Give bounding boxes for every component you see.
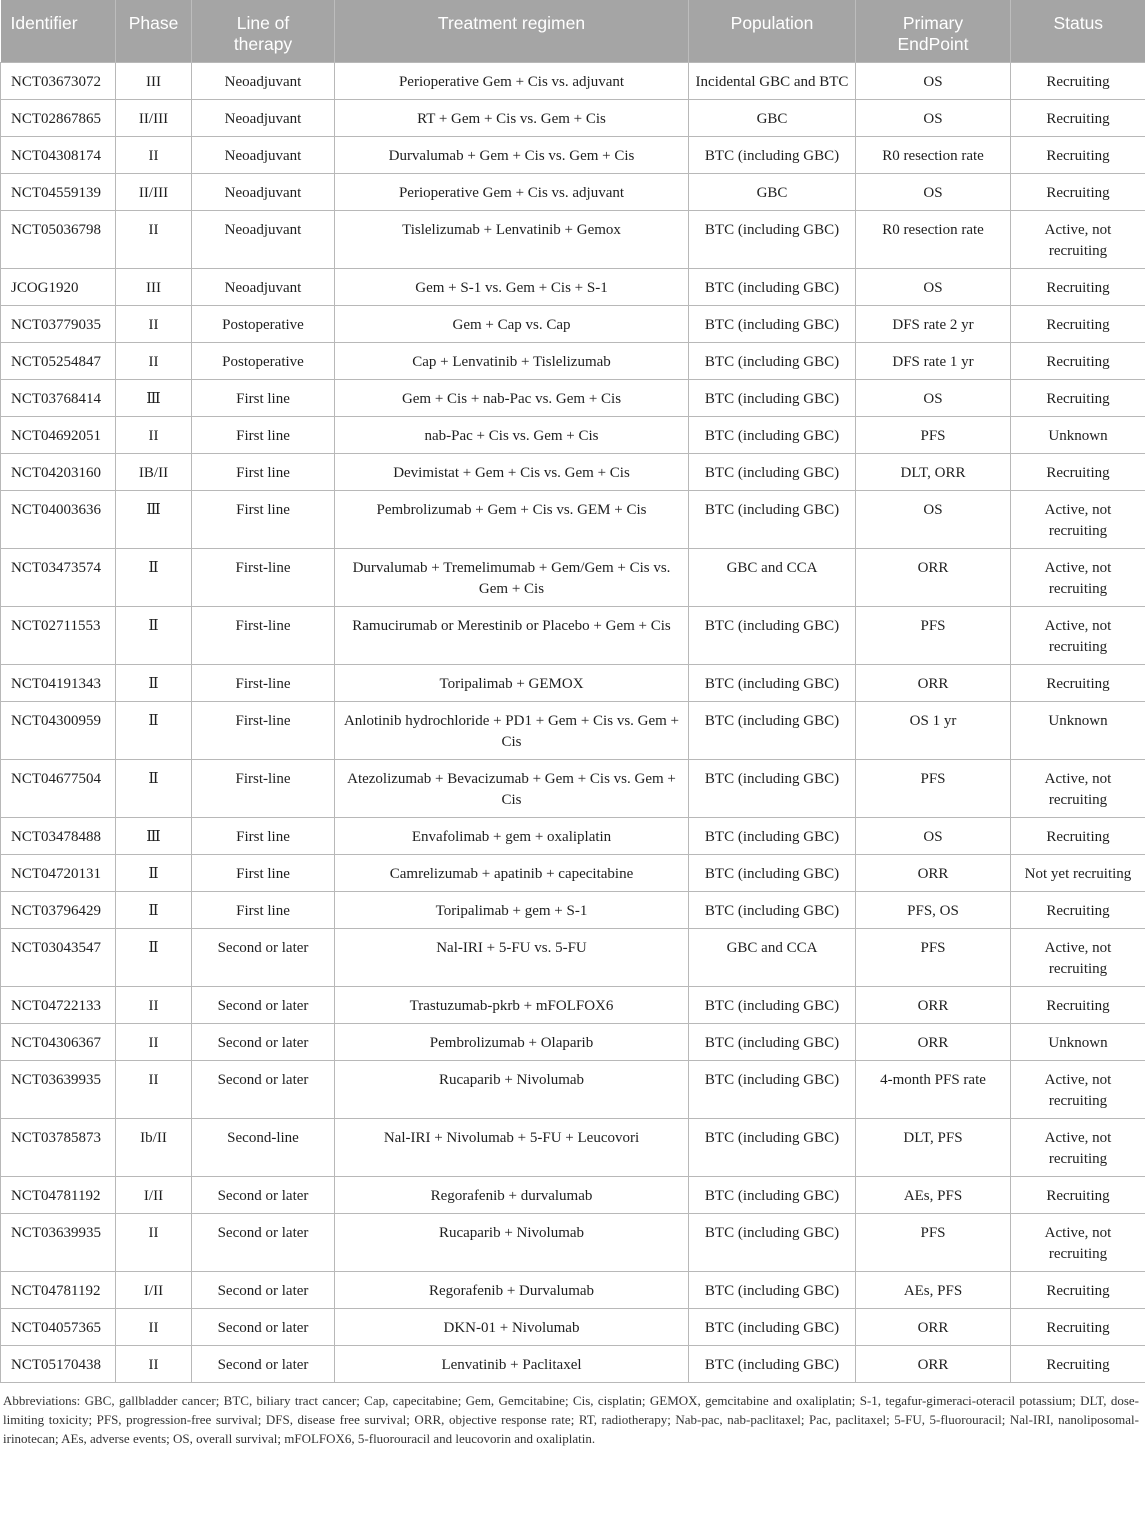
identifier-cell: NCT04306367: [1, 1024, 116, 1061]
phase-cell: II/III: [116, 174, 192, 211]
line-of-therapy-cell: Second or later: [192, 1272, 335, 1309]
table-body: [1, 63, 1145, 1383]
phase-cell: II: [116, 987, 192, 1024]
primary-endpoint-cell: ORR: [856, 1309, 1011, 1346]
treatment-regimen-cell: Nal-IRI + 5-FU vs. 5-FU: [335, 929, 689, 987]
identifier-cell: NCT04003636: [1, 491, 116, 549]
identifier-cell: NCT03473574: [1, 549, 116, 607]
phase-cell: II: [116, 1346, 192, 1383]
status-cell: Recruiting: [1011, 1177, 1145, 1214]
population-cell: BTC (including GBC): [689, 1177, 856, 1214]
primary-endpoint-cell: DFS rate 2 yr: [856, 306, 1011, 343]
phase-cell: II: [116, 1024, 192, 1061]
table-row: [1, 174, 1145, 211]
treatment-regimen-cell: Envafolimab + gem + oxaliplatin: [335, 818, 689, 855]
phase-cell: Ⅱ: [116, 665, 192, 702]
primary-endpoint-cell: ORR: [856, 1024, 1011, 1061]
header-status: Status: [1011, 0, 1145, 63]
identifier-cell: NCT04057365: [1, 1309, 116, 1346]
population-cell: GBC: [689, 174, 856, 211]
status-cell: Recruiting: [1011, 818, 1145, 855]
status-cell: Not yet recruiting: [1011, 855, 1145, 892]
primary-endpoint-cell: R0 resection rate: [856, 211, 1011, 269]
population-cell: BTC (including GBC): [689, 1024, 856, 1061]
population-cell: Incidental GBC and BTC: [689, 63, 856, 100]
treatment-regimen-cell: Gem + S-1 vs. Gem + Cis + S-1: [335, 269, 689, 306]
status-cell: Active, not recruiting: [1011, 607, 1145, 665]
treatment-regimen-cell: Nal-IRI + Nivolumab + 5-FU + Leucovori: [335, 1119, 689, 1177]
line-of-therapy-cell: Postoperative: [192, 343, 335, 380]
primary-endpoint-cell: OS: [856, 380, 1011, 417]
treatment-regimen-cell: Lenvatinib + Paclitaxel: [335, 1346, 689, 1383]
status-cell: Recruiting: [1011, 174, 1145, 211]
population-cell: GBC and CCA: [689, 929, 856, 987]
primary-endpoint-cell: PFS: [856, 760, 1011, 818]
status-cell: Recruiting: [1011, 63, 1145, 100]
population-cell: BTC (including GBC): [689, 1119, 856, 1177]
identifier-cell: NCT03043547: [1, 929, 116, 987]
population-cell: BTC (including GBC): [689, 137, 856, 174]
line-of-therapy-cell: First-line: [192, 702, 335, 760]
phase-cell: Ⅲ: [116, 380, 192, 417]
population-cell: BTC (including GBC): [689, 702, 856, 760]
primary-endpoint-cell: DLT, ORR: [856, 454, 1011, 491]
header-line-of-therapy: Line of therapy: [192, 0, 335, 63]
phase-cell: III: [116, 269, 192, 306]
treatment-regimen-cell: Ramucirumab or Merestinib or Placebo + Gem + Cis: [335, 607, 689, 665]
table-row: [1, 343, 1145, 380]
population-cell: BTC (including GBC): [689, 380, 856, 417]
phase-cell: II: [116, 211, 192, 269]
treatment-regimen-cell: Perioperative Gem + Cis vs. adjuvant: [335, 174, 689, 211]
primary-endpoint-cell: R0 resection rate: [856, 137, 1011, 174]
table-row: [1, 1024, 1145, 1061]
phase-cell: II: [116, 1061, 192, 1119]
line-of-therapy-cell: Second or later: [192, 1309, 335, 1346]
table-header-row: [1, 0, 1145, 63]
status-cell: Recruiting: [1011, 137, 1145, 174]
status-cell: Recruiting: [1011, 665, 1145, 702]
identifier-cell: NCT04722133: [1, 987, 116, 1024]
primary-endpoint-cell: DLT, PFS: [856, 1119, 1011, 1177]
phase-cell: Ⅱ: [116, 549, 192, 607]
identifier-cell: NCT03639935: [1, 1061, 116, 1119]
phase-cell: Ⅲ: [116, 818, 192, 855]
status-cell: Unknown: [1011, 417, 1145, 454]
phase-cell: I/II: [116, 1177, 192, 1214]
primary-endpoint-cell: ORR: [856, 855, 1011, 892]
line-of-therapy-cell: Second or later: [192, 929, 335, 987]
identifier-cell: NCT03768414: [1, 380, 116, 417]
phase-cell: IB/II: [116, 454, 192, 491]
line-of-therapy-cell: First-line: [192, 549, 335, 607]
population-cell: GBC and CCA: [689, 549, 856, 607]
phase-cell: Ⅲ: [116, 491, 192, 549]
treatment-regimen-cell: Toripalimab + GEMOX: [335, 665, 689, 702]
primary-endpoint-cell: OS 1 yr: [856, 702, 1011, 760]
header-primary-endpoint: Primary EndPoint: [856, 0, 1011, 63]
population-cell: BTC (including GBC): [689, 211, 856, 269]
identifier-cell: NCT04191343: [1, 665, 116, 702]
identifier-cell: NCT04781192: [1, 1177, 116, 1214]
identifier-cell: NCT04692051: [1, 417, 116, 454]
primary-endpoint-cell: AEs, PFS: [856, 1272, 1011, 1309]
phase-cell: II/III: [116, 100, 192, 137]
line-of-therapy-cell: First line: [192, 417, 335, 454]
table-row: [1, 211, 1145, 269]
primary-endpoint-cell: OS: [856, 100, 1011, 137]
primary-endpoint-cell: ORR: [856, 665, 1011, 702]
primary-endpoint-cell: ORR: [856, 549, 1011, 607]
identifier-cell: NCT03673072: [1, 63, 116, 100]
population-cell: BTC (including GBC): [689, 607, 856, 665]
abbreviations-footnote: Abbreviations: GBC, gallbladder cancer; BTC, biliary tract cancer; Cap, capecitabine; Gem, Gemcitabine; Cis, cisplatin; GEMOX, gemcitabine and oxaliplatin; S-1, tegafur-gimeraci-oteracil potassium; DLT, dose-limiting toxicity; PFS, progression-free survival; DFS, disease free survival; ORR, objective response rate; RT, radiotherapy; Nab-pac, nab-paclitaxel; Pac, paclitaxel; 5-FU, 5-fluorouracil; Nal-IRI, nanoliposomal-irinotecan; AEs, adverse events; OS, overall survival; mFOLFOX6, 5-fluorouracil and leucovorin and oxaliplatin.: [3, 1393, 1139, 1446]
primary-endpoint-cell: AEs, PFS: [856, 1177, 1011, 1214]
primary-endpoint-cell: 4-month PFS rate: [856, 1061, 1011, 1119]
status-cell: Recruiting: [1011, 987, 1145, 1024]
status-cell: Unknown: [1011, 1024, 1145, 1061]
population-cell: BTC (including GBC): [689, 454, 856, 491]
phase-cell: II: [116, 417, 192, 454]
treatment-regimen-cell: Durvalumab + Tremelimumab + Gem/Gem + Cis vs. Gem + Cis: [335, 549, 689, 607]
treatment-regimen-cell: Atezolizumab + Bevacizumab + Gem + Cis vs. Gem + Cis: [335, 760, 689, 818]
primary-endpoint-cell: DFS rate 1 yr: [856, 343, 1011, 380]
line-of-therapy-cell: Neoadjuvant: [192, 269, 335, 306]
line-of-therapy-cell: First-line: [192, 760, 335, 818]
population-cell: BTC (including GBC): [689, 417, 856, 454]
primary-endpoint-cell: PFS: [856, 417, 1011, 454]
line-of-therapy-cell: First-line: [192, 607, 335, 665]
line-of-therapy-cell: First line: [192, 491, 335, 549]
table-row: [1, 607, 1145, 665]
population-cell: BTC (including GBC): [689, 818, 856, 855]
line-of-therapy-cell: Second or later: [192, 987, 335, 1024]
identifier-cell: NCT04677504: [1, 760, 116, 818]
phase-cell: Ⅱ: [116, 892, 192, 929]
table-row: [1, 1309, 1145, 1346]
identifier-cell: NCT04781192: [1, 1272, 116, 1309]
table-row: [1, 100, 1145, 137]
phase-cell: Ⅱ: [116, 855, 192, 892]
treatment-regimen-cell: Anlotinib hydrochloride + PD1 + Gem + Cis vs. Gem + Cis: [335, 702, 689, 760]
primary-endpoint-cell: OS: [856, 491, 1011, 549]
population-cell: BTC (including GBC): [689, 987, 856, 1024]
line-of-therapy-cell: Second or later: [192, 1346, 335, 1383]
population-cell: BTC (including GBC): [689, 855, 856, 892]
status-cell: Recruiting: [1011, 380, 1145, 417]
status-cell: Active, not recruiting: [1011, 929, 1145, 987]
line-of-therapy-cell: Neoadjuvant: [192, 100, 335, 137]
population-cell: BTC (including GBC): [689, 892, 856, 929]
identifier-cell: NCT03779035: [1, 306, 116, 343]
treatment-regimen-cell: Rucaparib + Nivolumab: [335, 1061, 689, 1119]
table-row: [1, 1346, 1145, 1383]
table-row: [1, 892, 1145, 929]
table-row: [1, 760, 1145, 818]
phase-cell: II: [116, 137, 192, 174]
table-row: [1, 855, 1145, 892]
table-row: [1, 1119, 1145, 1177]
status-cell: Active, not recruiting: [1011, 549, 1145, 607]
treatment-regimen-cell: Devimistat + Gem + Cis vs. Gem + Cis: [335, 454, 689, 491]
line-of-therapy-cell: First-line: [192, 665, 335, 702]
primary-endpoint-cell: OS: [856, 269, 1011, 306]
line-of-therapy-cell: First line: [192, 855, 335, 892]
population-cell: BTC (including GBC): [689, 1346, 856, 1383]
table-row: [1, 269, 1145, 306]
treatment-regimen-cell: Regorafenib + Durvalumab: [335, 1272, 689, 1309]
status-cell: Recruiting: [1011, 306, 1145, 343]
treatment-regimen-cell: Camrelizumab + apatinib + capecitabine: [335, 855, 689, 892]
phase-cell: I/II: [116, 1272, 192, 1309]
treatment-regimen-cell: Pembrolizumab + Gem + Cis vs. GEM + Cis: [335, 491, 689, 549]
primary-endpoint-cell: OS: [856, 818, 1011, 855]
table-row: [1, 491, 1145, 549]
identifier-cell: NCT03796429: [1, 892, 116, 929]
treatment-regimen-cell: Gem + Cap vs. Cap: [335, 306, 689, 343]
line-of-therapy-cell: First line: [192, 454, 335, 491]
population-cell: BTC (including GBC): [689, 1272, 856, 1309]
identifier-cell: NCT04308174: [1, 137, 116, 174]
table-row: [1, 702, 1145, 760]
identifier-cell: NCT03478488: [1, 818, 116, 855]
treatment-regimen-cell: Durvalumab + Gem + Cis vs. Gem + Cis: [335, 137, 689, 174]
primary-endpoint-cell: ORR: [856, 1346, 1011, 1383]
population-cell: BTC (including GBC): [689, 306, 856, 343]
line-of-therapy-cell: First line: [192, 818, 335, 855]
phase-cell: Ⅱ: [116, 929, 192, 987]
identifier-cell: NCT05254847: [1, 343, 116, 380]
population-cell: BTC (including GBC): [689, 1214, 856, 1272]
identifier-cell: NCT04203160: [1, 454, 116, 491]
table-row: [1, 987, 1145, 1024]
identifier-cell: NCT04720131: [1, 855, 116, 892]
status-cell: Recruiting: [1011, 454, 1145, 491]
header-population: Population: [689, 0, 856, 63]
treatment-regimen-cell: Regorafenib + durvalumab: [335, 1177, 689, 1214]
table-row: [1, 137, 1145, 174]
treatment-regimen-cell: DKN-01 + Nivolumab: [335, 1309, 689, 1346]
line-of-therapy-cell: Neoadjuvant: [192, 137, 335, 174]
header-identifier: Identifier: [1, 0, 116, 63]
identifier-cell: NCT05036798: [1, 211, 116, 269]
status-cell: Active, not recruiting: [1011, 1214, 1145, 1272]
header-treatment-regimen: Treatment regimen: [335, 0, 689, 63]
population-cell: BTC (including GBC): [689, 343, 856, 380]
identifier-cell: NCT03785873: [1, 1119, 116, 1177]
phase-cell: Ⅱ: [116, 607, 192, 665]
line-of-therapy-cell: Second or later: [192, 1024, 335, 1061]
table-row: [1, 306, 1145, 343]
line-of-therapy-cell: Neoadjuvant: [192, 63, 335, 100]
line-of-therapy-cell: First line: [192, 380, 335, 417]
population-cell: BTC (including GBC): [689, 665, 856, 702]
identifier-cell: NCT03639935: [1, 1214, 116, 1272]
table-row: [1, 1177, 1145, 1214]
status-cell: Unknown: [1011, 702, 1145, 760]
line-of-therapy-cell: Neoadjuvant: [192, 174, 335, 211]
status-cell: Active, not recruiting: [1011, 760, 1145, 818]
treatment-regimen-cell: Perioperative Gem + Cis vs. adjuvant: [335, 63, 689, 100]
identifier-cell: NCT04300959: [1, 702, 116, 760]
primary-endpoint-cell: PFS: [856, 607, 1011, 665]
table-row: [1, 818, 1145, 855]
line-of-therapy-cell: Second or later: [192, 1214, 335, 1272]
phase-cell: Ⅱ: [116, 760, 192, 818]
identifier-cell: JCOG1920: [1, 269, 116, 306]
treatment-regimen-cell: Rucaparib + Nivolumab: [335, 1214, 689, 1272]
phase-cell: III: [116, 63, 192, 100]
population-cell: BTC (including GBC): [689, 1309, 856, 1346]
phase-cell: Ⅱ: [116, 702, 192, 760]
treatment-regimen-cell: Tislelizumab + Lenvatinib + Gemox: [335, 211, 689, 269]
line-of-therapy-cell: Postoperative: [192, 306, 335, 343]
population-cell: BTC (including GBC): [689, 269, 856, 306]
line-of-therapy-cell: Second or later: [192, 1061, 335, 1119]
table-row: [1, 417, 1145, 454]
primary-endpoint-cell: OS: [856, 63, 1011, 100]
primary-endpoint-cell: OS: [856, 174, 1011, 211]
status-cell: Active, not recruiting: [1011, 491, 1145, 549]
line-of-therapy-cell: Neoadjuvant: [192, 211, 335, 269]
primary-endpoint-cell: PFS, OS: [856, 892, 1011, 929]
population-cell: GBC: [689, 100, 856, 137]
population-cell: BTC (including GBC): [689, 760, 856, 818]
status-cell: Active, not recruiting: [1011, 1061, 1145, 1119]
population-cell: BTC (including GBC): [689, 491, 856, 549]
header-phase: Phase: [116, 0, 192, 63]
population-cell: BTC (including GBC): [689, 1061, 856, 1119]
phase-cell: II: [116, 1309, 192, 1346]
primary-endpoint-cell: ORR: [856, 987, 1011, 1024]
table-row: [1, 1214, 1145, 1272]
identifier-cell: NCT04559139: [1, 174, 116, 211]
treatment-regimen-cell: Gem + Cis + nab-Pac vs. Gem + Cis: [335, 380, 689, 417]
table-row: [1, 929, 1145, 987]
treatment-regimen-cell: Pembrolizumab + Olaparib: [335, 1024, 689, 1061]
table-row: [1, 549, 1145, 607]
status-cell: Recruiting: [1011, 892, 1145, 929]
status-cell: Recruiting: [1011, 343, 1145, 380]
status-cell: Recruiting: [1011, 1346, 1145, 1383]
table-row: [1, 665, 1145, 702]
status-cell: Recruiting: [1011, 100, 1145, 137]
line-of-therapy-cell: First line: [192, 892, 335, 929]
identifier-cell: NCT05170438: [1, 1346, 116, 1383]
status-cell: Active, not recruiting: [1011, 1119, 1145, 1177]
table-row: [1, 454, 1145, 491]
treatment-regimen-cell: Cap + Lenvatinib + Tislelizumab: [335, 343, 689, 380]
primary-endpoint-cell: PFS: [856, 1214, 1011, 1272]
line-of-therapy-cell: Second or later: [192, 1177, 335, 1214]
table-row: [1, 380, 1145, 417]
status-cell: Recruiting: [1011, 1272, 1145, 1309]
table-row: [1, 1061, 1145, 1119]
treatment-regimen-cell: Toripalimab + gem + S-1: [335, 892, 689, 929]
phase-cell: II: [116, 306, 192, 343]
treatment-regimen-cell: nab-Pac + Cis vs. Gem + Cis: [335, 417, 689, 454]
status-cell: Recruiting: [1011, 269, 1145, 306]
phase-cell: II: [116, 343, 192, 380]
line-of-therapy-cell: Second-line: [192, 1119, 335, 1177]
phase-cell: Ib/II: [116, 1119, 192, 1177]
table-row: [1, 1272, 1145, 1309]
identifier-cell: NCT02867865: [1, 100, 116, 137]
status-cell: Recruiting: [1011, 1309, 1145, 1346]
status-cell: Active, not recruiting: [1011, 211, 1145, 269]
treatment-regimen-cell: Trastuzumab-pkrb + mFOLFOX6: [335, 987, 689, 1024]
phase-cell: II: [116, 1214, 192, 1272]
identifier-cell: NCT02711553: [1, 607, 116, 665]
table-row: [1, 63, 1145, 100]
treatment-regimen-cell: RT + Gem + Cis vs. Gem + Cis: [335, 100, 689, 137]
primary-endpoint-cell: PFS: [856, 929, 1011, 987]
